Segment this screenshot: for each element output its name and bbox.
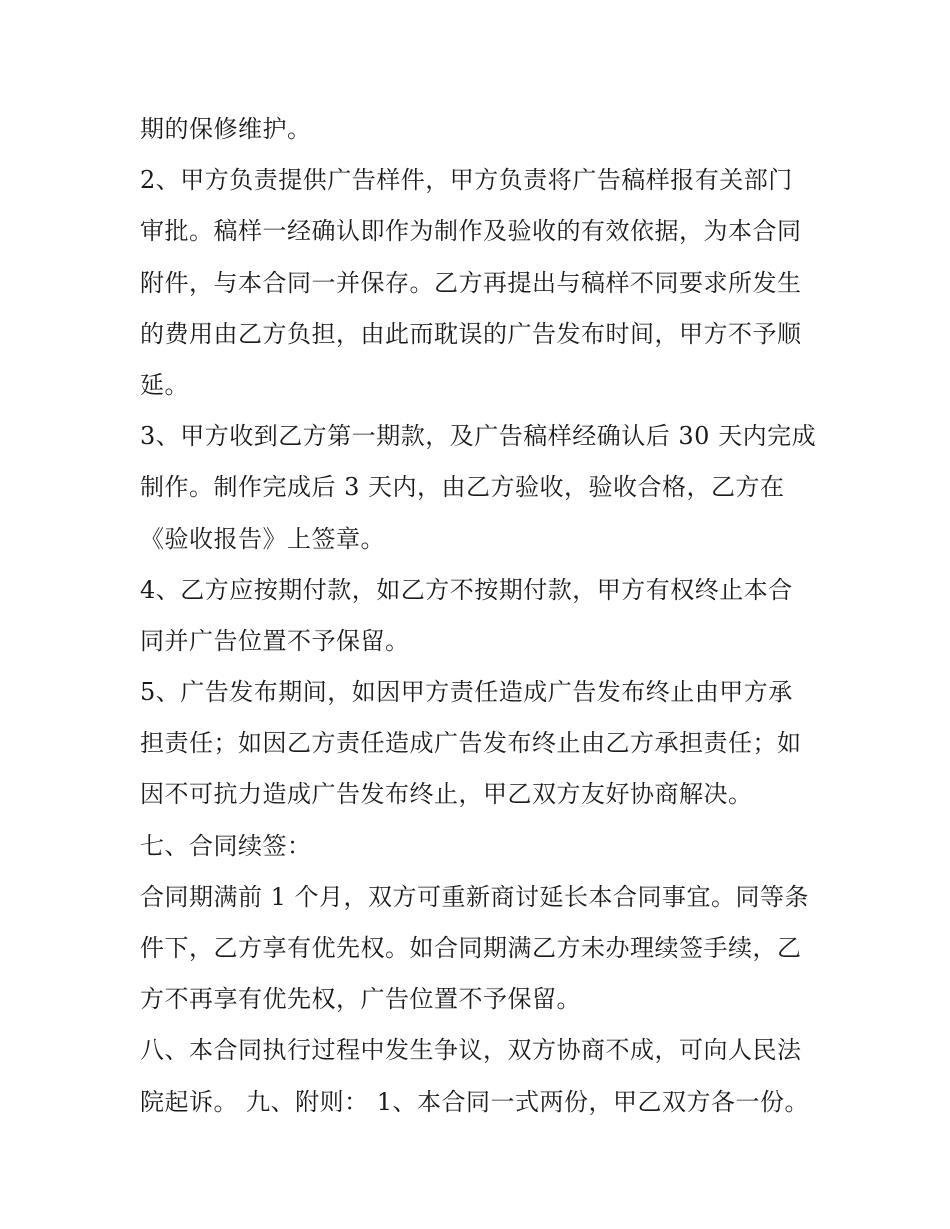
text-line: 延。 <box>140 370 189 399</box>
text-line: 方不再享有优先权，广告位置不予保留。 <box>140 985 581 1014</box>
text-line: 八、本合同执行过程中发生争议，双方协商不成，可向人民法 <box>140 1036 802 1065</box>
section-heading: 七、合同续签： <box>140 831 312 860</box>
text-line: 同并广告位置不予保留。 <box>140 626 410 655</box>
text-line: 《验收报告》上签章。 <box>140 524 385 553</box>
text-line: 件下，乙方享有优先权。如合同期满乙方未办理续签手续，乙 <box>140 934 802 962</box>
text-line: 因不可抗力造成广告发布终止，甲乙双方友好协商解决。 <box>140 780 753 809</box>
text-line: 合同期满前 1 个月，双方可重新商讨延长本合同事宜。同等条 <box>140 882 810 911</box>
contract-text <box>140 104 816 1128</box>
text-line: 4、乙方应按期付款，如乙方不按期付款，甲方有权终止本合 <box>140 575 793 604</box>
text-line: 3、甲方收到乙方第一期款，及广告稿样经确认后 30 天内完成 <box>140 422 817 451</box>
text-line: 的费用由乙方负担，由此而耽误的广告发布时间，甲方不予顺 <box>140 319 802 348</box>
text-line: 院起诉。 九、附则： 1、本合同一式两份，甲乙双方各一份。 <box>140 1087 810 1116</box>
text-line: 附件，与本合同一并保存。乙方再提出与稿样不同要求所发生 <box>140 268 802 297</box>
text-line: 2、甲方负责提供广告样件，甲方负责将广告稿样报有关部门 <box>140 166 793 195</box>
text-line: 审批。稿样一经确认即作为制作及验收的有效依据，为本合同 <box>140 217 802 246</box>
text-line: 制作。制作完成后 3 天内，由乙方验收，验收合格，乙方在 <box>140 473 785 502</box>
text-line: 5、广告发布期间，如因甲方责任造成广告发布终止由甲方承 <box>140 678 793 707</box>
text-line: 担责任；如因乙方责任造成广告发布终止由乙方承担责任；如 <box>140 729 802 758</box>
text-line: 期的保修维护。 <box>140 115 312 143</box>
